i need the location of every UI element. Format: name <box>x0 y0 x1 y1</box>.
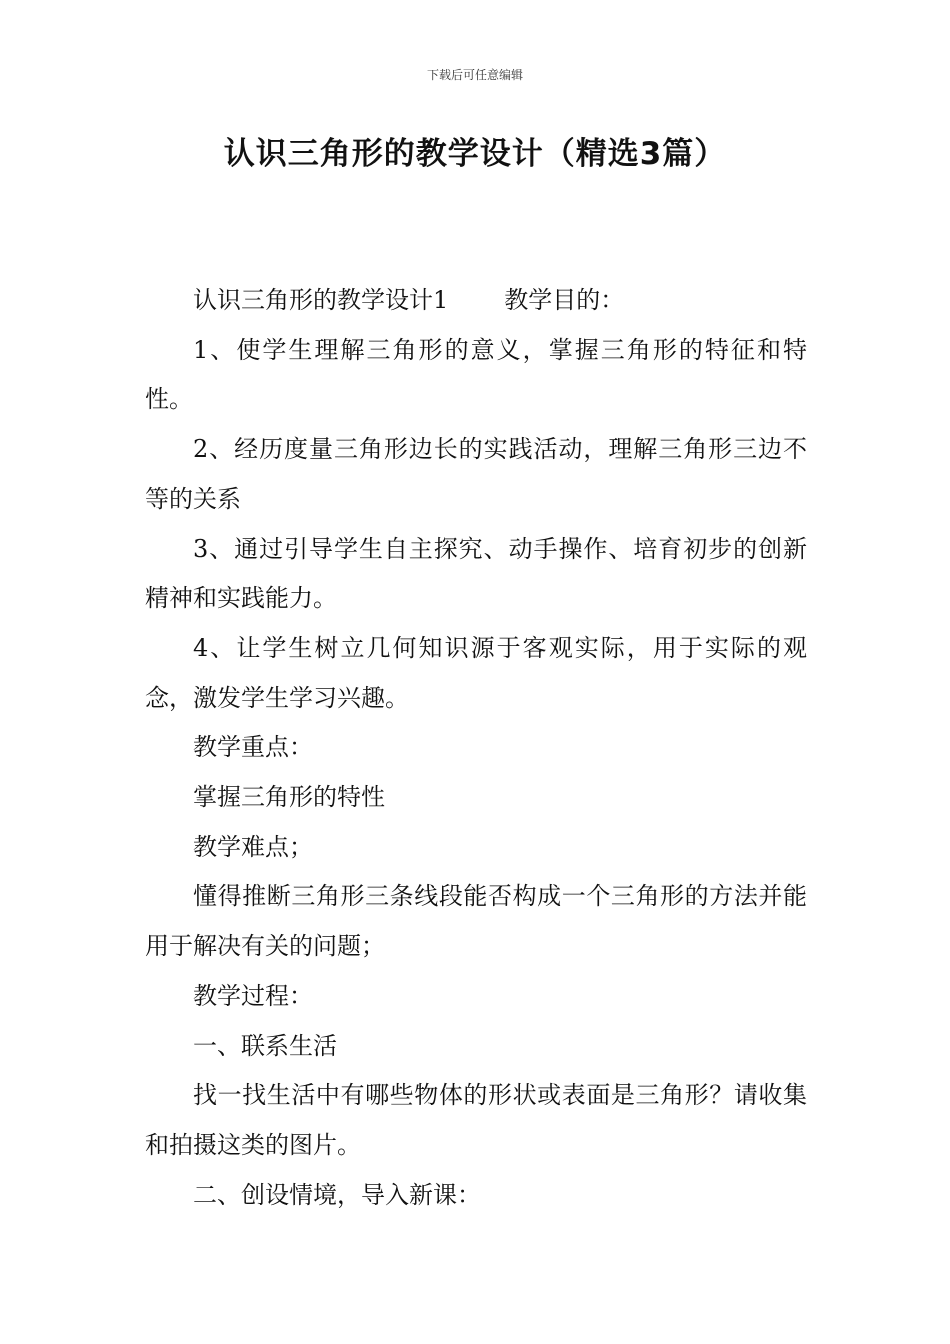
document-title: 认识三角形的教学设计（精选3篇） <box>223 136 727 172</box>
step-one-text: 找一找生活中有哪些物体的形状或表面是三角形？请收集和拍摄这类的图片。 <box>145 1081 807 1159</box>
process-label: 教学过程： <box>193 981 313 1010</box>
objectives-label: 教学目的： <box>504 286 625 314</box>
step-one-heading: 一、联系生活 <box>193 1031 337 1060</box>
step-two-heading: 二、创设情境，导入新课： <box>193 1180 481 1209</box>
section-heading-line <box>145 276 807 326</box>
paragraph-objective-3: 3、通过引导学生自主探究、动手操作、培育初步的创新精神和实践能力。 <box>145 534 807 613</box>
document-body <box>145 276 807 1220</box>
paragraph-objective-4: 4、让学生树立几何知识源于客观实际，用于实际的观念，激发学生学习兴趣。 <box>145 633 807 712</box>
difficulty-text: 懂得推断三角形三条线段能否构成一个三角形的方法并能用于解决有关的问题； <box>145 882 807 961</box>
key-points-text: 掌握三角形的特性 <box>193 783 385 812</box>
page-header-note: 下载后可任意编辑 <box>426 68 523 82</box>
key-points-label: 教学重点： <box>193 733 313 762</box>
difficulty-label: 教学难点； <box>193 832 313 861</box>
paragraph-objective-1: 1、使学生理解三角形的意义，掌握三角形的特征和特性。 <box>145 335 807 414</box>
section-heading: 认识三角形的教学设计1 <box>193 286 449 314</box>
paragraph-objective-2: 2、经历度量三角形边长的实践活动，理解三角形三边不等的关系 <box>145 435 807 513</box>
